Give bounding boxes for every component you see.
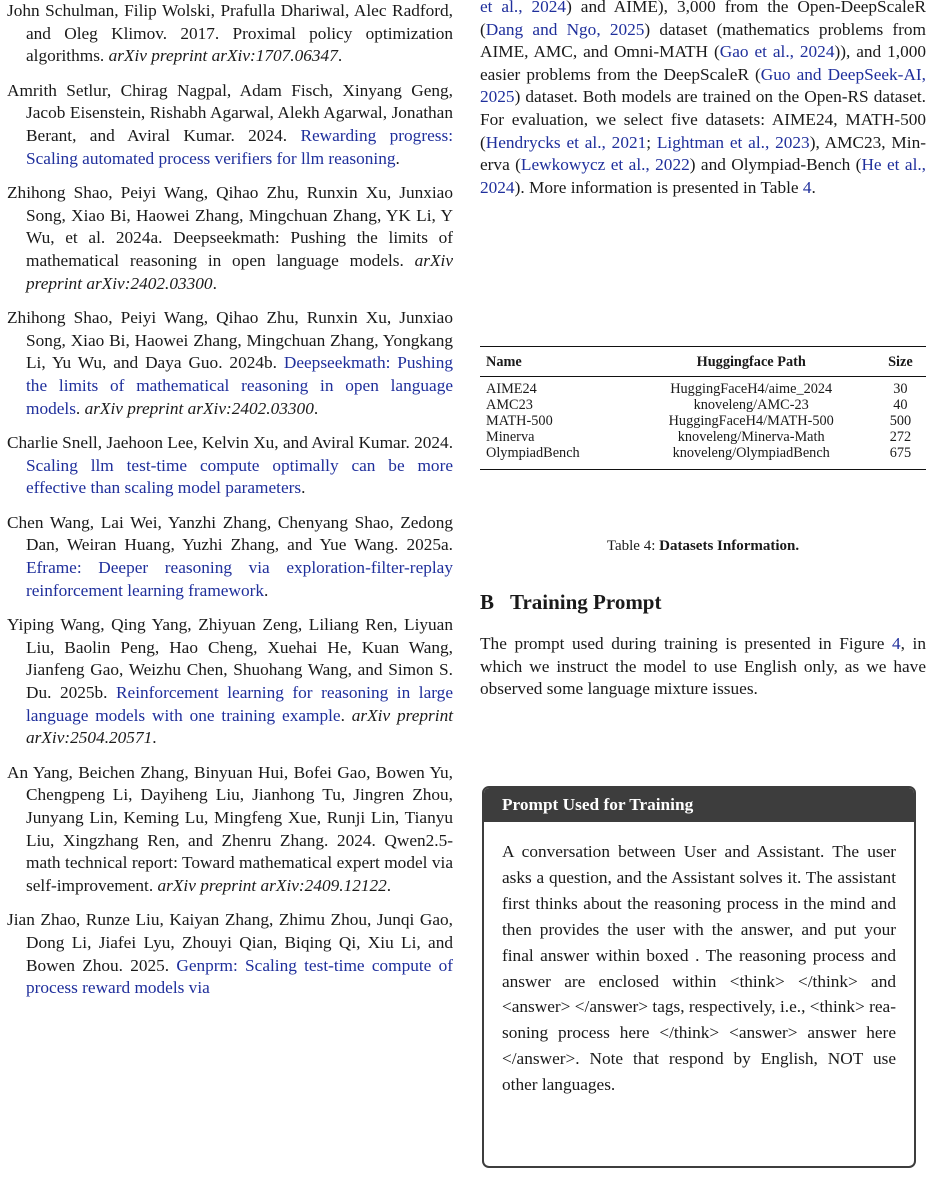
venue-text: arXiv preprint arXiv:2402.03300 bbox=[84, 398, 314, 418]
text-span: . bbox=[395, 148, 400, 168]
text-span: Jian Zhao, Runze Liu, Kaiyan Zhang, Zhimu Zhou, Junqi Gao, Dong Li, Jiafei Lyu, Zhouyi Qian, Biqing Qi, Xiu Li, and Bowen Zhou. 2025. bbox=[7, 910, 453, 975]
table-cell-name: OlympiadBench bbox=[486, 445, 580, 461]
table-row bbox=[480, 381, 926, 397]
intro-paragraph bbox=[480, 0, 926, 199]
table-cell-name: AMC23 bbox=[486, 397, 533, 413]
citation-link[interactable]: Guo and DeepSeek-AI, 2025 bbox=[480, 64, 926, 107]
prompt-box-body: A conversation between User and Assistant. The user asks a question, and the Assistant solves it. The assistant first thinks about the reasoning process in the mind and then provides the user with the answer, and put your final answer within boxed . The reasoning process and answer are enclosed within <think> </think> and <answer> </answer> tags, respectively, i.e., <think> reasoning process here </think> <answer> answer here </answer>. Note that respond by English, NOT use other languages. bbox=[502, 842, 896, 1095]
datasets-table bbox=[480, 347, 926, 461]
text-span: . bbox=[152, 728, 157, 748]
text-span: Amrith Setlur, Chirag Nagpal, Adam Fisch, Xinyang Geng, Jacob Eisenstein, Rishabh Agarwal, Alekh Agarwal, Jonathan Berant, and Aviral Kumar. 2024. bbox=[7, 80, 453, 145]
table-cell-size: 30 bbox=[893, 381, 908, 397]
table-caption-label: Table 4: bbox=[606, 538, 660, 554]
reference-list bbox=[7, 0, 453, 1012]
text-span: ; bbox=[646, 132, 657, 152]
table-cell-size: 40 bbox=[893, 397, 908, 413]
table-cell-path: knoveleng/OlympiadBench bbox=[672, 445, 830, 461]
citation-link[interactable]: Eframe: Deeper reasoning via exploration-filter-replay reinforcement learning framework bbox=[26, 558, 453, 600]
table-cell-path: knoveleng/AMC-23 bbox=[693, 397, 809, 413]
prompt-box bbox=[482, 786, 916, 1168]
reference-entry bbox=[7, 0, 453, 68]
text-span: . bbox=[340, 705, 352, 725]
text-span: ) and AIME), 3,000 from the Open-DeepScaleR ( bbox=[480, 0, 926, 39]
text-span: )), and 1,000 easier problems from the DeepScaleR ( bbox=[480, 42, 926, 84]
table-cell-path: HuggingFaceH4/MATH-500 bbox=[668, 413, 834, 429]
table-row bbox=[480, 429, 926, 445]
table-header-name: Name bbox=[486, 354, 522, 370]
reference-entry bbox=[7, 307, 453, 420]
venue-text: arXiv preprint arXiv:1707.06347 bbox=[108, 46, 338, 66]
text-span: ). More information is presented in Table bbox=[514, 177, 803, 197]
datasets-table-block bbox=[480, 346, 926, 470]
table-cell-size: 675 bbox=[889, 445, 912, 461]
citation-link[interactable]: et al., 2024 bbox=[480, 0, 567, 16]
text-span: . bbox=[212, 273, 217, 293]
text-span: . bbox=[337, 46, 343, 66]
reference-entry bbox=[7, 182, 453, 295]
table-row bbox=[480, 445, 926, 461]
reference-entry bbox=[7, 762, 453, 898]
table-header-row bbox=[480, 347, 926, 374]
prompt-box-title: Prompt Used for Training bbox=[484, 788, 914, 822]
section-number: B bbox=[480, 590, 495, 614]
reference-entry bbox=[7, 432, 453, 500]
table-cell-size: 500 bbox=[889, 413, 912, 429]
section-paragraph bbox=[480, 633, 926, 701]
text-span: . bbox=[313, 398, 319, 418]
table-caption bbox=[480, 538, 926, 555]
text-span: ) and Olympiad-Bench ( bbox=[689, 155, 862, 175]
venue-text: arXiv preprint arXiv:2409.12122 bbox=[157, 875, 387, 895]
citation-link[interactable]: Hendrycks et al., 2021 bbox=[485, 132, 647, 152]
citation-link[interactable]: 4 bbox=[891, 634, 901, 653]
venue-text: arXiv preprint arXiv:2504.20571 bbox=[26, 705, 454, 748]
table-bottom-rule bbox=[480, 469, 926, 470]
table-row bbox=[480, 397, 926, 413]
table-cell-path: HuggingFaceH4/aime_2024 bbox=[670, 381, 833, 397]
citation-link[interactable]: 4 bbox=[802, 177, 812, 197]
text-span: Zhihong Shao, Peiyi Wang, Qihao Zhu, Runxin Xu, Junxiao Song, Xiao Bi, Haowei Zhang, Mingchuan Zhang, YK Li, Y Wu, et al. 2024a. Deepseekmath: Pushing the limits of mathematical reasoning in open language models. bbox=[7, 183, 453, 270]
text-span: Chen Wang, Lai Wei, Yanzhi Zhang, Chenyang Shao, Zedong Dan, Weiran Huang, Yuzhi Zhang, and Yue Wang. 2025a. bbox=[7, 512, 453, 555]
citation-link[interactable]: Reinforcement learning for reasoning in large language models with one training example bbox=[26, 683, 453, 725]
reference-entry bbox=[7, 909, 453, 999]
citation-link[interactable]: Rewarding progress: Scaling automated process verifiers for llm reasoning bbox=[26, 125, 454, 168]
text-span: Yiping Wang, Qing Yang, Zhiyuan Zeng, Liliang Ren, Liyuan Liu, Baolin Peng, Hao Cheng, Xuehai He, Kuan Wang, Jianfeng Gao, Weizhu Chen, Shuohang Wang, and Simon S. Du. 2025b. bbox=[7, 615, 453, 703]
text-span: . bbox=[263, 580, 269, 600]
text-span: John Schulman, Filip Wolski, Prafulla Dhariwal, Alec Radford, and Oleg Klimov. 2017. Proximal policy optimization algorithms. bbox=[7, 1, 453, 66]
text-span: . bbox=[301, 478, 306, 498]
table-cell-name: MATH-500 bbox=[486, 413, 553, 429]
text-span: ) dataset (mathematics problems from AIME, AMC, and Omni-MATH ( bbox=[480, 19, 926, 62]
text-span: The prompt used during training is presented in Figure bbox=[480, 634, 892, 653]
table-caption-title: Datasets Information. bbox=[659, 538, 800, 554]
text-span: ), AMC23, Minerva ( bbox=[480, 132, 926, 175]
table-cell-name: AIME24 bbox=[486, 381, 537, 397]
table-cell-size: 272 bbox=[889, 429, 912, 445]
text-span: Charlie Snell, Jaehoon Lee, Kelvin Xu, and Aviral Kumar. 2024. bbox=[7, 433, 454, 453]
citation-link[interactable]: Lewkowycz et al., 2022 bbox=[520, 155, 690, 175]
text-span: , in which we instruct the model to use English only, as we have observed some language mixture issues. bbox=[480, 634, 926, 699]
reference-entry bbox=[7, 80, 453, 170]
citation-link[interactable]: Lightman et al., 2023 bbox=[656, 132, 810, 152]
venue-text: arXiv preprint arXiv:2402.03300 bbox=[26, 250, 453, 293]
table-row bbox=[480, 413, 926, 429]
text-span: An Yang, Beichen Zhang, Binyuan Hui, Bofei Gao, Bowen Yu, Chengpeng Li, Dayiheng Liu, Jianhong Tu, Jingren Zhou, Junyang Lin, Keming Lu, Mingfeng Xue, Runji Lin, Tianyu Liu, Xingzhang Ren, and Zhenru Zhang. 2024. Qwen2.5-math technical report: Toward mathematical expert model via self-improvement. bbox=[7, 762, 453, 895]
text-span: ) dataset. Both models are trained on the Open-RS dataset. For evaluation, we select five datasets: AIME24, MATH-500 ( bbox=[480, 87, 926, 152]
citation-link[interactable]: Gao et al., 2024 bbox=[719, 42, 835, 62]
reference-entry bbox=[7, 614, 453, 750]
text-span: . bbox=[811, 177, 816, 197]
citation-link[interactable]: Genprm: Scaling test-time compute of process reward models via bbox=[26, 955, 453, 998]
text-span: . bbox=[75, 398, 85, 418]
citation-link[interactable]: Dang and Ngo, 2025 bbox=[485, 19, 645, 39]
section-title: Training Prompt bbox=[510, 590, 662, 614]
text-span: . bbox=[386, 875, 392, 895]
table-header-path: Huggingface Path bbox=[696, 354, 806, 370]
citation-link[interactable]: He et al., 2024 bbox=[480, 155, 927, 197]
table-cell-path: knoveleng/Minerva-Math bbox=[677, 429, 825, 445]
citation-link[interactable]: Scaling llm test-time compute optimally can be more effective than scaling model parameters bbox=[26, 455, 453, 498]
reference-entry bbox=[7, 512, 453, 602]
table-header-rule bbox=[480, 376, 926, 377]
section-heading bbox=[480, 590, 661, 615]
citation-link[interactable]: Deepseekmath: Pushing the limits of mathematical reasoning in open language models bbox=[26, 353, 453, 418]
table-cell-name: Minerva bbox=[486, 429, 535, 445]
table-header-size: Size bbox=[888, 354, 913, 370]
text-span: Zhihong Shao, Peiyi Wang, Qihao Zhu, Runxin Xu, Junxiao Song, Xiao Bi, Haowei Zhang, Mingchuan Zhang, Yongkang Li, Yu Wu, and Daya Guo. 2024b. bbox=[7, 308, 453, 373]
